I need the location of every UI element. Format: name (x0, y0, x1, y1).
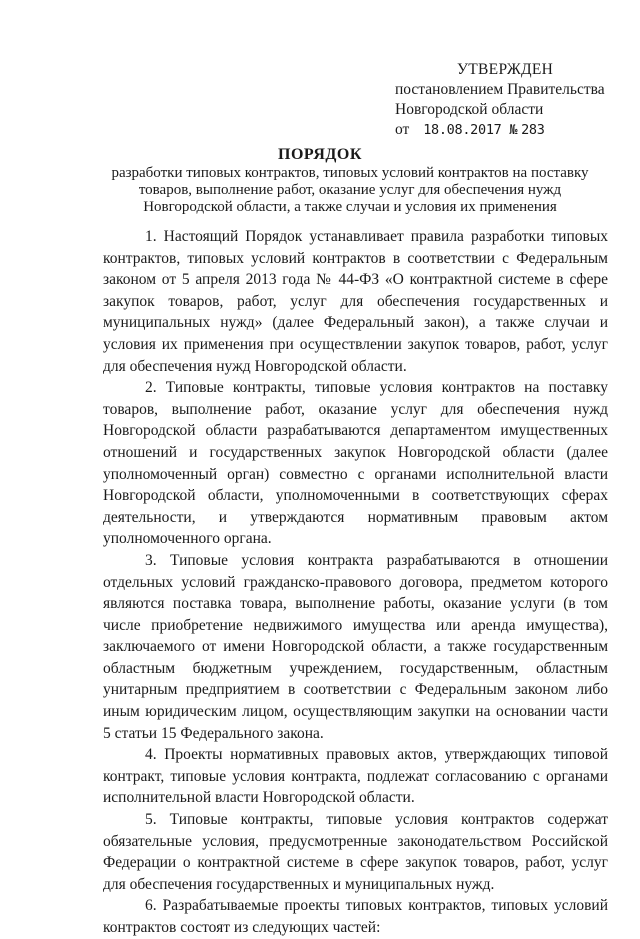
paragraph-6: 6. Разрабатываемые проекты типовых контрактов, типовых условий контрактов состоят из следующих частей: (103, 897, 608, 936)
approval-line-2: Новгородской области (395, 101, 544, 118)
approval-line-1: постановлением Правительства (395, 81, 605, 98)
document-subtitle: разработки типовых контрактов, типовых условий контрактов на поставку товаров, выполнение работ, оказание услуг для обеспечения нужд Новгородской области, а также случаи и условия их применения (111, 165, 589, 215)
approval-date: 18.08.2017 (423, 122, 502, 138)
approval-from-label: от (395, 121, 410, 138)
paragraph-2: 2. Типовые контракты, типовые условия контрактов на поставку товаров, выполнение работ, оказание услуг для обеспечения нужд Новгородской области разрабатываются департаментом имущественных отношений и государственных закупок Новгородской области (далее уполномоченный орган) совместно с органами исполнительной власти Новгородской области, уполномоченными в соответствующих сферах деятельности, и утверждаются нормативным правовым актом уполномоченного органа. (103, 379, 608, 548)
approval-block (395, 60, 635, 140)
paragraph-1: 1. Настоящий Порядок устанавливает правила разработки типовых контрактов, типовых условий контрактов в соответствии с Федеральным законом от 5 апреля 2013 года № 44-ФЗ «О контрактной системе в сфере закупок товаров, работ, услуг для обеспечения государственных и муниципальных нужд» (далее Федеральный закон), а также случаи и условия их применения при осуществлении закупок товаров, работ, услуг для обеспечения нужд Новгородской области. (103, 228, 608, 375)
paragraph-4: 4. Проекты нормативных правовых актов, утверждающих типовой контракт, типовые условия контракта, подлежат согласованию с органами исполнительной власти Новгородской области. (103, 746, 608, 807)
approval-title: УТВЕРЖДЕН (457, 61, 554, 78)
document-title: ПОРЯДОК (278, 146, 362, 163)
approval-date-line (395, 120, 635, 140)
approval-number-sign: № (509, 122, 518, 138)
document-body (103, 226, 608, 939)
paragraph-3: 3. Типовые условия контракта разрабатываются в отношении отдельных условий гражданско-правового договора, предметом которого являются поставка товара, выполнение работы, оказание услуги (в том числе приобретение недвижимого имущества или аренда имущества), заключаемого от имени Новгородской области, а также государственным областным бюджетным учреждением, государственным, областным унитарным предприятием в соответствии с Федеральным законом либо иным юридическим лицом, осуществляющим закупки на основании части 5 статьи 15 Федерального закона. (103, 551, 608, 742)
paragraph-5: 5. Типовые контракты, типовые условия контрактов содержат обязательные условия, предусмотренные законодательством Российской Федерации о контрактной системе в сфере закупок товаров, работ, услуг для обеспечения государственных и муниципальных нужд. (103, 811, 608, 893)
approval-number: 283 (521, 122, 545, 138)
